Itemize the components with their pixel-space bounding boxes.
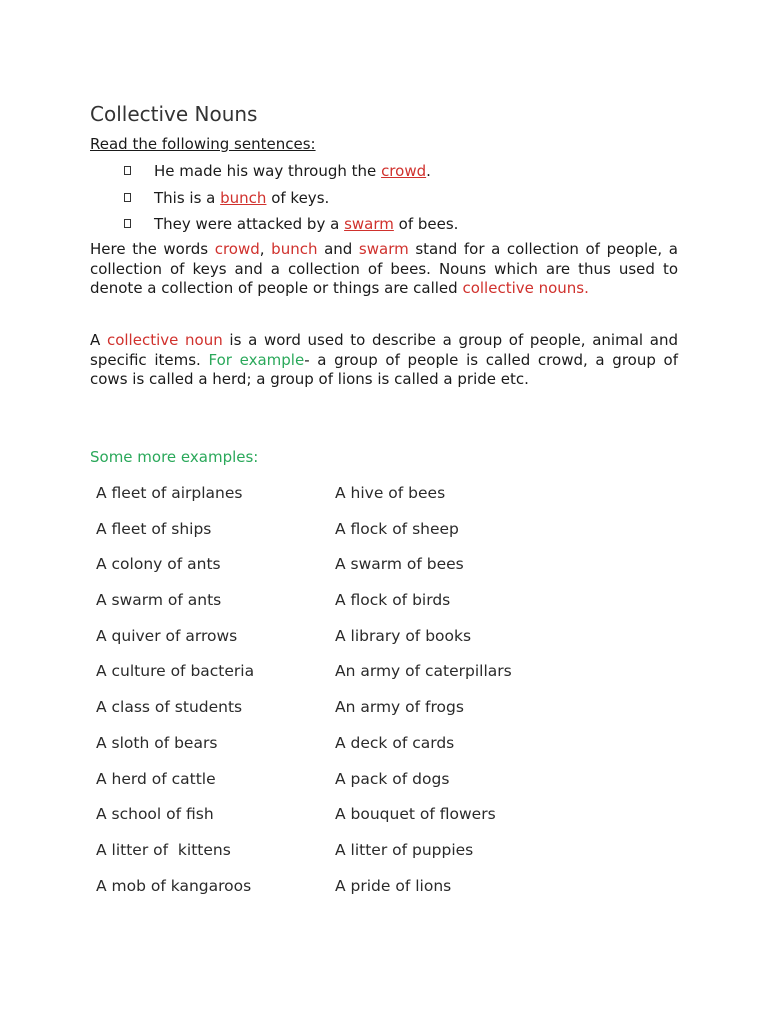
table-row <box>96 624 596 660</box>
table-row <box>96 874 596 910</box>
table-row <box>96 802 596 838</box>
table-row <box>96 695 596 731</box>
example-sentence: He made his way through the crowd. <box>90 158 458 185</box>
example-right: A pride of lions <box>335 876 452 895</box>
example-left: A sloth of bears <box>96 733 218 752</box>
table-row <box>96 552 596 588</box>
example-left: A fleet of ships <box>96 519 212 538</box>
example-left: A colony of ants <box>96 555 221 574</box>
example-left: A class of students <box>96 698 243 717</box>
example-right: A swarm of bees <box>335 555 464 574</box>
intro-line: Read the following sentences: <box>90 135 316 153</box>
example-right: A litter of puppies <box>335 840 474 859</box>
explanation-paragraph: Here the words crowd, bunch and swarm stand for a collection of people, a collection of keys and a collection of bees. Nouns which are thus used to denote a collection of people or things are called collective nouns. <box>90 240 678 297</box>
bullet-box-icon <box>124 193 131 202</box>
page-title: Collective Nouns <box>90 102 258 126</box>
table-row <box>96 659 596 695</box>
example-sentence-list <box>90 158 458 238</box>
example-right: A pack of dogs <box>335 769 450 788</box>
example-left: A swarm of ants <box>96 591 222 610</box>
table-row <box>96 588 596 624</box>
bullet-box-icon <box>124 166 131 175</box>
example-right: A deck of cards <box>335 733 455 752</box>
example-left: A fleet of airplanes <box>96 484 243 502</box>
document-page <box>90 100 678 895</box>
examples-table <box>96 481 596 909</box>
example-left: A quiver of arrows <box>96 626 238 645</box>
example-left: A mob of kangaroos <box>96 876 252 895</box>
table-row <box>96 838 596 874</box>
definition-paragraph: A collective noun is a word used to describe a group of people, animal and specific items. For example- a group of people is called crowd, a group of cows is called a herd; a group of lions is called a pride etc. <box>90 331 678 388</box>
table-row <box>96 517 596 553</box>
example-sentence: They were attacked by a swarm of bees. <box>90 211 458 238</box>
table-row <box>96 731 596 767</box>
highlighted-word: swarm <box>344 215 394 233</box>
table-row <box>96 767 596 803</box>
example-left: A school of fish <box>96 805 214 824</box>
example-right: A bouquet of flowers <box>335 805 496 824</box>
example-right: An army of caterpillars <box>335 662 512 681</box>
example-right: A library of books <box>335 626 472 645</box>
example-left: A herd of cattle <box>96 769 216 788</box>
examples-heading: Some more examples: <box>90 448 259 466</box>
example-right: An army of frogs <box>335 698 464 717</box>
example-right: A flock of sheep <box>335 519 459 538</box>
bullet-box-icon <box>124 219 131 228</box>
example-sentence: This is a bunch of keys. <box>90 185 458 212</box>
highlighted-word: bunch <box>220 188 267 207</box>
example-left: A culture of bacteria <box>96 662 255 681</box>
example-right: A hive of bees <box>335 484 446 502</box>
example-right: A flock of birds <box>335 591 451 610</box>
example-left: A litter of kittens <box>96 840 231 859</box>
highlighted-word: crowd <box>381 162 427 180</box>
table-row <box>96 481 596 517</box>
